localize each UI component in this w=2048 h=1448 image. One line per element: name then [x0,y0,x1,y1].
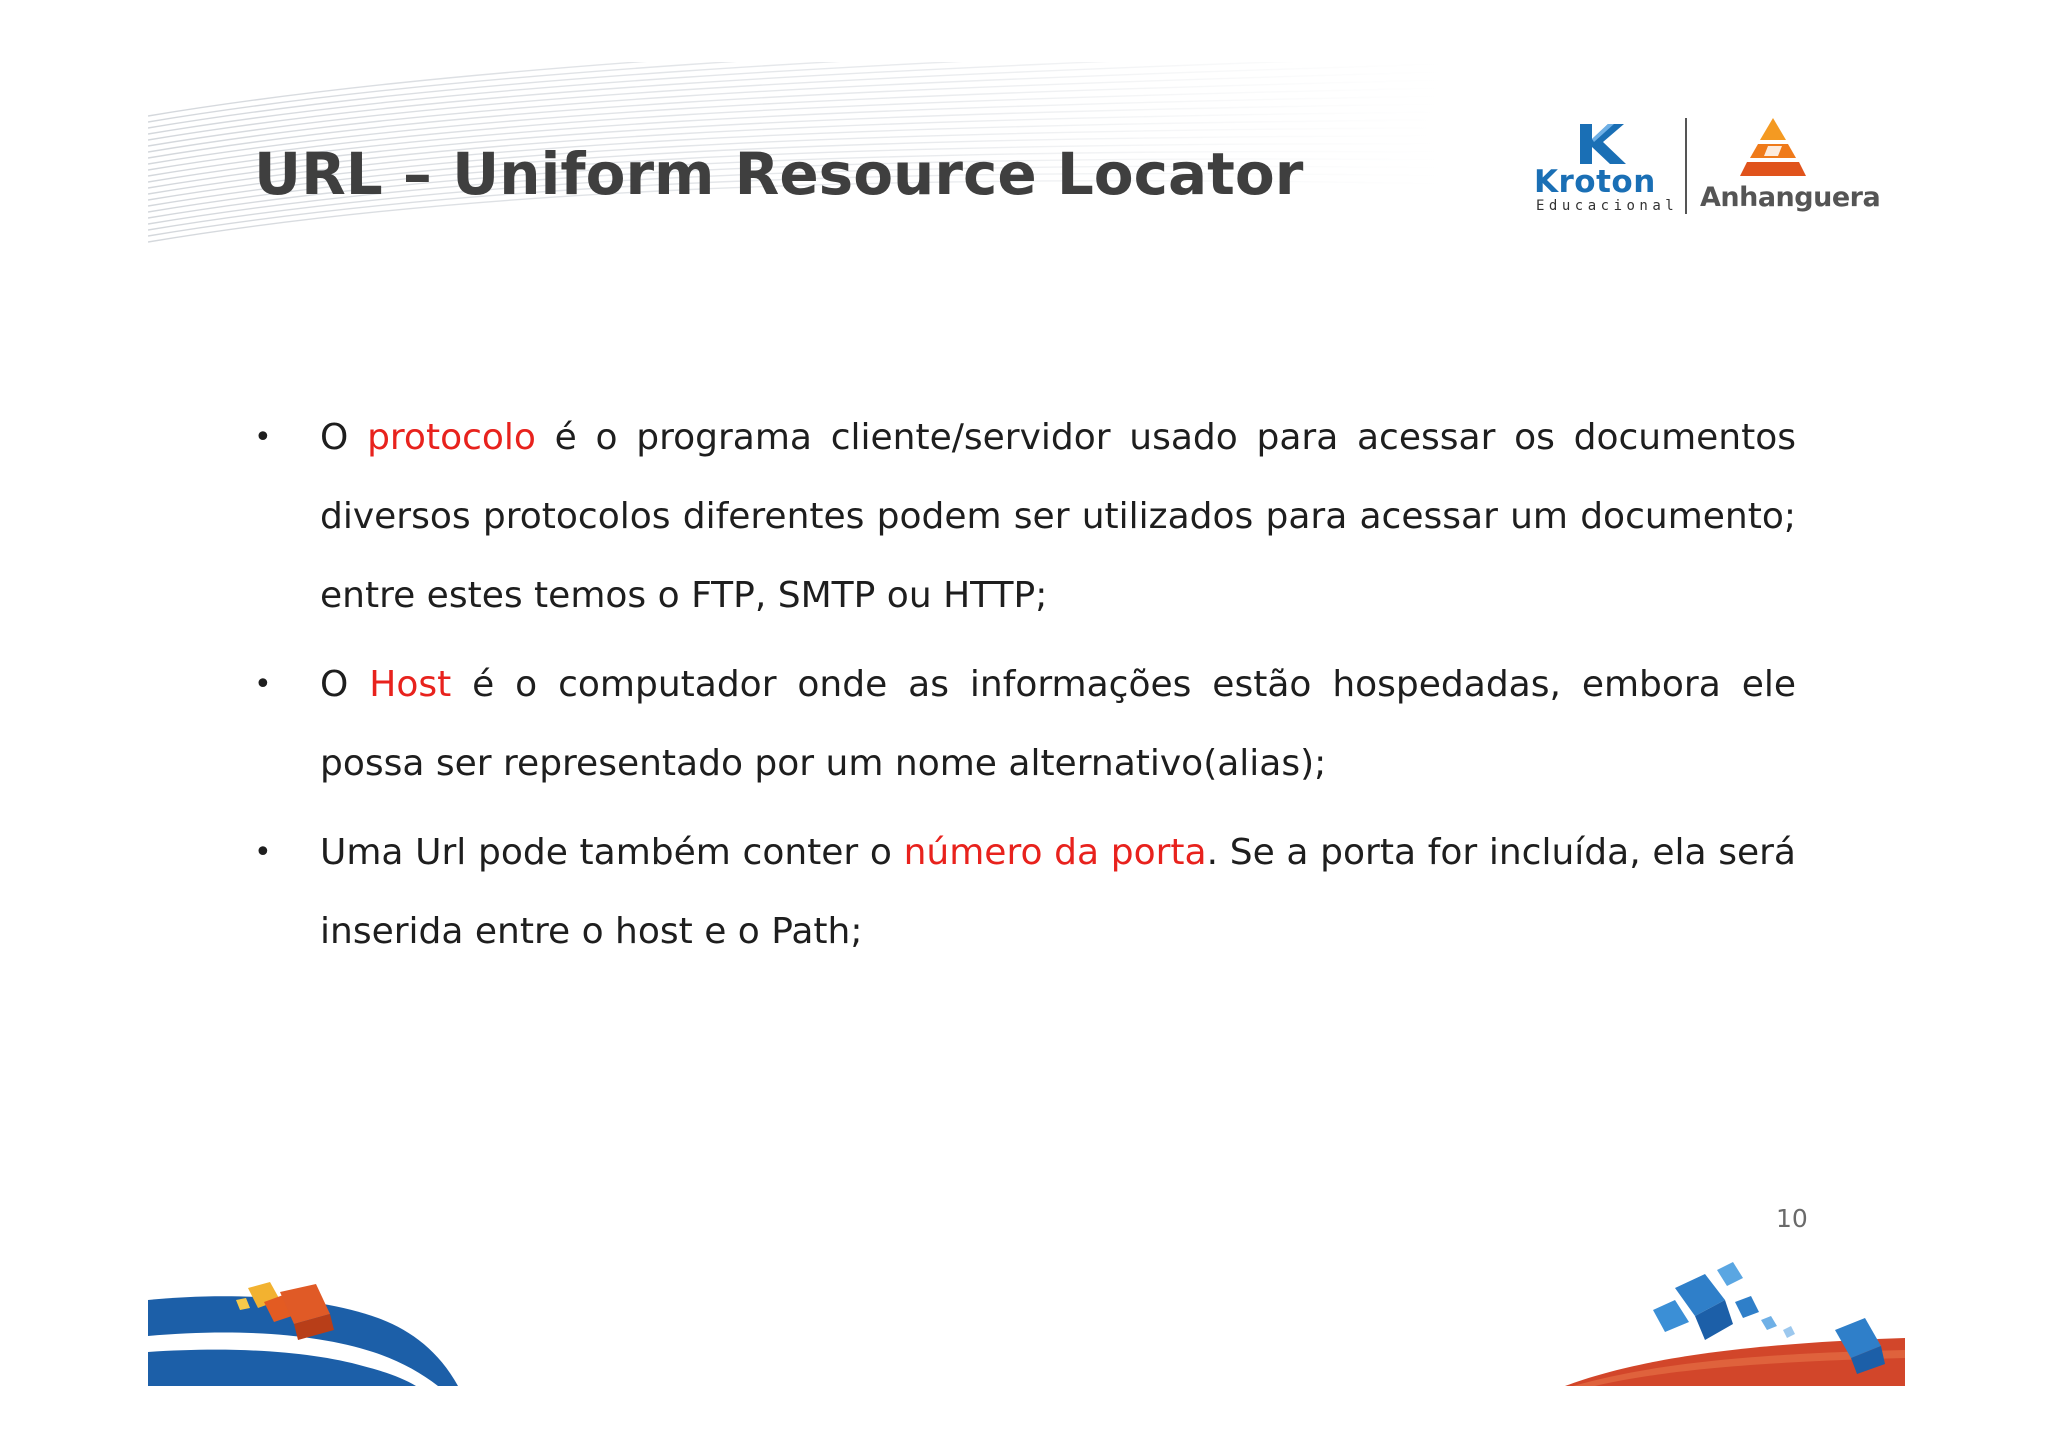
anhanguera-triangle-icon [1738,116,1808,178]
highlight-term-host: Host [369,664,452,705]
brand-logos [1530,112,1881,222]
highlight-term-protocolo: protocolo [367,417,536,458]
bullet-text-after: é o computador onde as informações estão hospedadas, embora ele possa ser representado por um nome alternativo(alias); [320,664,1796,784]
bullet-text-after: é o programa cliente/servidor usado para acessar os documentos diversos protocolos diferentes podem ser utilizados para acessar um documento; entre estes temos o FTP, SMTP ou HTTP; [320,417,1797,616]
bullet-list [254,398,1796,981]
swoosh-line [148,62,1448,134]
kroton-wordmark: Kroton [1534,164,1656,200]
swoosh-line [148,62,1448,146]
slide-title: URL – Uniform Resource Locator [254,140,1304,208]
bullet-marker: • [254,420,272,455]
bullet-text-before: Uma Url pode também conter o [320,832,904,873]
highlight-term-porta: número da porta [903,832,1207,873]
kroton-logo [1530,112,1679,216]
logo-divider [1685,118,1687,214]
kroton-subtitle: Educacional [1536,198,1679,214]
footer-left-decoration [148,1278,458,1386]
bullet-marker: • [254,835,272,870]
bullet-text-after: . Se a porta for incluída, ela será inserida entre o host e o Path; [320,832,1796,952]
bullet-item-porta [254,813,1796,971]
anhanguera-logo [1700,116,1881,220]
bullet-item-host [254,645,1796,803]
anhanguera-wordmark: Anhanguera [1700,182,1881,213]
bullet-text-before: O [320,417,368,458]
bullet-marker: • [254,667,272,702]
footer-right-decoration [1565,1260,1905,1386]
kroton-k-icon [1578,122,1628,166]
bullet-text-before: O [320,664,370,705]
page-number: 10 [1776,1204,1808,1233]
bullet-item-protocolo [254,398,1796,635]
